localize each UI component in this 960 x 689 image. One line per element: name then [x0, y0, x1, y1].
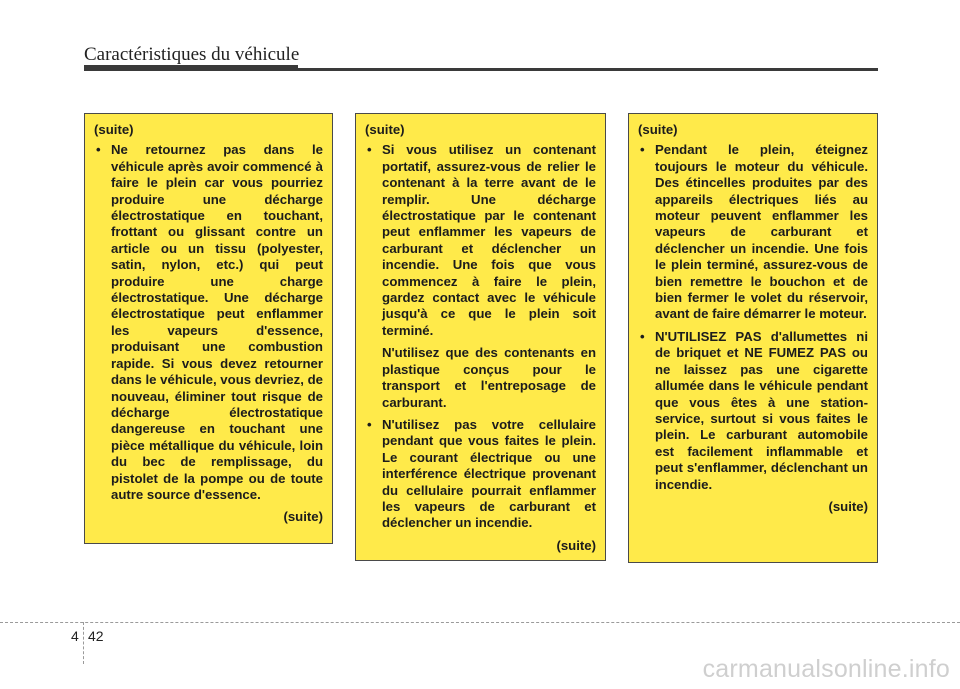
footer-vertical-divider	[83, 622, 84, 664]
footer-divider	[0, 622, 960, 623]
continued-label: (suite)	[638, 122, 678, 137]
chapter-number: 4	[71, 628, 79, 644]
bullet-item: • N'utilisez pas votre cellulaire pendant que vous faites le plein. Le courant électrique ou une interférence électrique provenant du cellulaire pourrait enflammer les vapeurs de carburant et déclencher un incendie.	[365, 417, 596, 532]
header-rule	[84, 68, 878, 71]
warning-panel-3	[628, 113, 878, 563]
bullet-item: • N'UTILISEZ PAS d'allumettes ni de briquet et NE FUMEZ PAS ou ne laissez pas une cigarette allumée dans le véhicule pendant que vous êtes à une station-service, surtout si vous faites le plein. Le carburant automobile est facilement inflammable et peut s'enflammer, déclenchant un incendie.	[638, 329, 868, 493]
warning-panel-1	[84, 113, 333, 544]
bullet-list	[94, 142, 323, 503]
continued-label: (suite)	[94, 122, 134, 137]
bullet-item: • Pendant le plein, éteignez toujours le moteur du véhicule. Des étincelles produites par des appareils électriques liés au moteur peuvent enflammer les vapeurs de carburant et déclencher un incendie. Une fois le plein terminé, assurez-vous de bien remettre le bouchon et de bien fermer le volet du réservoir, avant de faire démarrer le moteur.	[638, 142, 868, 322]
watermark: carmanualsonline.info	[702, 655, 950, 683]
warning-panel-2	[355, 113, 606, 561]
bullet-list	[365, 417, 596, 532]
continued-label-end: (suite)	[828, 498, 868, 514]
paragraph: N'utilisez que des contenants en plastique conçus pour le transport et l'entreposage de carburant.	[382, 345, 596, 410]
page-header-title: Caractéristiques du véhicule	[84, 44, 300, 65]
continued-label: (suite)	[365, 122, 405, 137]
bullet-item: • Si vous utilisez un contenant portatif, assurez-vous de relier le contenant à la terre avant de le remplir. Une décharge électrostatique par le contenant peut enflammer les vapeurs de carburant et déclencher un incendie. Une fois que vous commencez à faire le plein, gardez contact avec le véhicule jusqu'à ce que le plein soit terminé.	[365, 142, 596, 339]
continued-label-end: (suite)	[283, 509, 323, 525]
page-number: 42	[88, 628, 104, 644]
bullet-list	[638, 142, 868, 493]
bullet-list	[365, 142, 596, 339]
continued-label-end: (suite)	[556, 537, 596, 553]
bullet-item: • Ne retournez pas dans le véhicule après avoir commencé à faire le plein car vous pourriez produire une décharge électrostatique en touchant, frottant ou glissant contre un article ou un tissu (polyester, satin, nylon, etc.) qui peut produire une charge électrostatique. Une décharge électrostatique peut enflammer les vapeurs d'essence, produisant une combustion rapide. Si vous devez retourner dans le véhicule, vous devriez, de nouveau, éliminer tout risque de décharge électrostatique dangereuse en touchant une pièce métallique du véhicule, loin du bec de remplissage, du pistolet de la pompe ou de toute autre source d'essence.	[94, 142, 323, 503]
